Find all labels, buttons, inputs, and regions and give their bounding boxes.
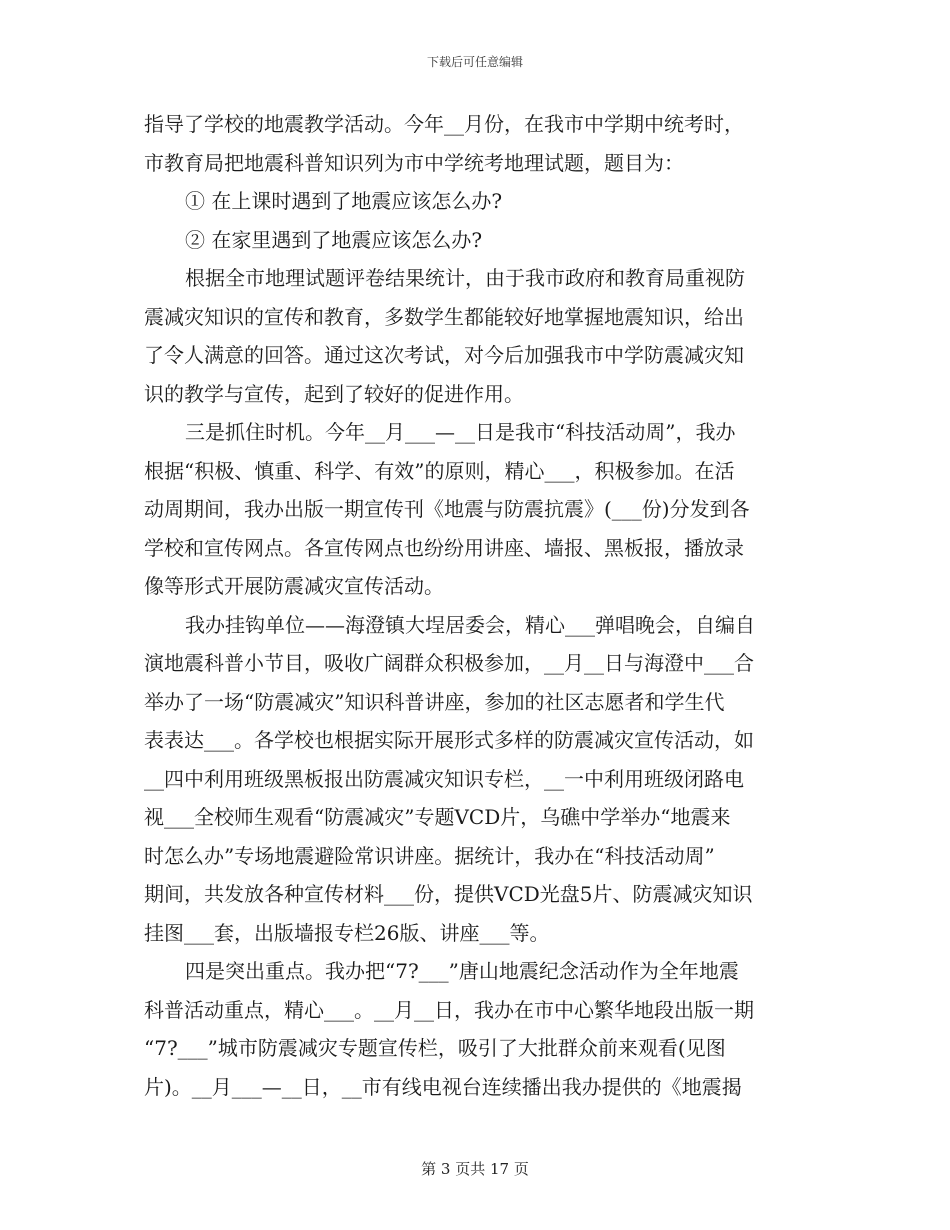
text-line: 震减灾知识的宣传和教育，多数学生都能较好地掌握地震知识，给出 xyxy=(144,304,744,329)
list-item: ② 在家里遇到了地震应该怎么办? xyxy=(185,227,483,252)
text-line: 识的教学与宣传，起到了较好的促进作用。 xyxy=(144,381,524,406)
text-line: 挂图___套，出版墙报专栏26版、讲座___等。 xyxy=(144,920,550,945)
text-line: “7?___”城市防震减灾专题宣传栏，吸引了大批群众前来观看(见图 xyxy=(144,1036,726,1060)
text-line: 时怎么办”专场地震避险常识讲座。据统计，我办在“科技活动周” xyxy=(144,843,715,868)
paragraph-start: 我办挂钩单位——海澄镇大埕居委会，精心___弹唱晚会，自编自 xyxy=(185,612,755,637)
text-line: __四中利用班级黑板报出防震减灾知识专栏，__一中利用班级闭路电 xyxy=(144,766,744,791)
list-item: ① 在上课时遇到了地震应该怎么办? xyxy=(185,189,503,213)
text-line: 像等形式开展防震减灾宣传活动。 xyxy=(144,574,444,598)
text-line: 举办了一场“防震减灾”知识科普讲座，参加的社区志愿者和学生代 xyxy=(144,689,725,714)
text-line: 了令人满意的回答。通过这次考试，对今后加强我市中学防震减灾知 xyxy=(144,343,744,367)
text-line: 科普活动重点，精心___。__月__日，我办在市中心繁华地段出版一期 xyxy=(144,997,754,1022)
text-line: 片)。__月___—__日，__市有线电视台连续播出我办提供的《地震揭 xyxy=(144,1074,742,1099)
text-line: 动周期间，我办出版一期宣传刊《地震与防震抗震》(___份)分发到各 xyxy=(144,497,750,521)
paragraph-start: 四是突出重点。我办把“7?___”唐山地震纪念活动作为全年地震 xyxy=(185,959,739,983)
text-line: 根据“积极、慎重、科学、有效”的原则，精心___，积极参加。在活 xyxy=(144,458,735,483)
document-body xyxy=(144,105,814,1106)
paragraph-start: 三是抓住时机。今年__月___—__日是我市“科技活动周”，我办 xyxy=(185,420,736,444)
text-line: 学校和宣传网点。各宣传网点也纷纷用讲座、墙报、黑板报，播放录 xyxy=(144,535,744,560)
text-line: 演地震科普小节目，吸收广阔群众积极参加，__月__日与海澄中___合 xyxy=(144,651,754,675)
paragraph-start: 根据全市地理试题评卷结果统计，由于我市政府和教育局重视防 xyxy=(185,266,745,290)
text-line: 视___全校师生观看“防震减灾”专题VCD片，乌礁中学举办“地震来 xyxy=(144,805,731,829)
page-footer: 第 3 页共 17 页 xyxy=(421,1160,529,1178)
text-line: 市教育局把地震科普知识列为市中学统考地理试题，题目为： xyxy=(144,150,684,175)
page-header: 下载后可任意编辑 xyxy=(426,55,523,69)
text-line: 指导了学校的地震教学活动。今年__月份，在我市中学期中统考时， xyxy=(144,112,744,136)
text-line: 期间，共发放各种宣传材料___份，提供VCD光盘5片、防震减灾知识 xyxy=(144,882,753,906)
text-line: 表表达___。各学校也根据实际开展形式多样的防震减灾宣传活动，如 xyxy=(144,728,754,752)
